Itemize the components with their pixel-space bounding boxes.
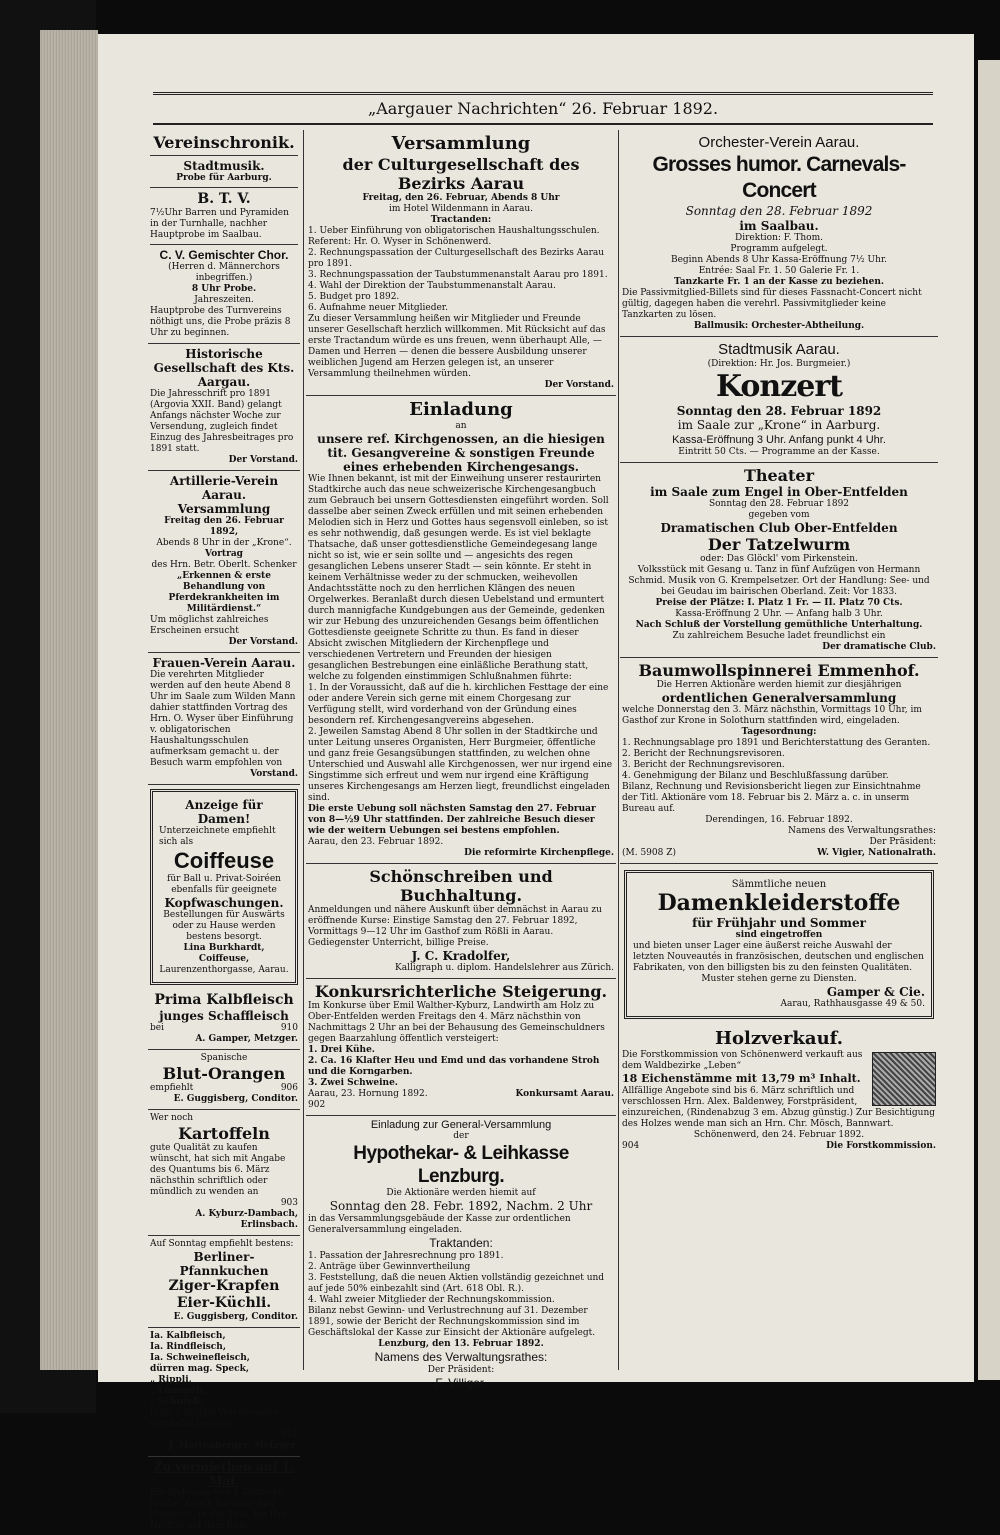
theater-nach: Nach Schluß der Vorstellung gemüthliche Unterhaltung. <box>635 620 923 630</box>
orchester-note: Die Passivmitglied-Billets sind für dieses Fassnacht-Concert nicht gültig, dagegen haben die verehrl. Passivmitglieder keine Tanzkarten zu lösen. <box>622 288 922 320</box>
theater-line2: im Saale zum Engel in Ober-Entfelden <box>650 485 908 499</box>
hypothek-item: 1. Passation der Jahresrechnung pro 1891. <box>308 1251 504 1261</box>
damen-text: und bieten unser Lager eine äußerst reiche Auswahl der letzten Nouveautés in französischen, deutschen und englischen Fabrikaten, von den billigsten bis zu den feinsten Qualitäten. <box>633 941 924 973</box>
theater-line7: oder: Das Glöckl' vom Pirkenstein. <box>700 554 858 564</box>
coiffeuse-big: Coiffeuse <box>173 848 275 873</box>
column-right <box>620 130 938 1370</box>
einladung-sub: unsere ref. Kirchgenossen, an die hiesigen tit. Gesangvereine & sonstigen Freunde eines erhebenden Kirchengesangs. <box>317 432 605 474</box>
hypothek-text: Bilanz nebst Gewinn- und Verlustrechnung auf 31. Dezember 1891, sowie der Bericht der Rechnungskommission sind im Geschäftslokal der Kasse zur Einsicht der Aktionäre aufgelegt. <box>308 1306 596 1338</box>
cv-probe: 8 Uhr Probe. <box>191 284 257 294</box>
hypothek-item: 2. Anträge über Gewinnvertheilung <box>308 1262 471 1272</box>
kalbfleisch-line2: junges Schaffleisch <box>159 1009 289 1023</box>
cv-jahreszeiten: Jahreszeiten. <box>194 295 254 305</box>
vermieten-text: Ein Wohnung von 4 Zimmern, Küche, Keller, Kammer und Holzhaus, in der Telli, bei Hrn. Nr. 858 auf dem Rain. <box>150 1488 291 1531</box>
konkurs-item: 3. Zwei Schweine. <box>308 1078 398 1088</box>
pfannkuchen-line1: Auf Sonntag empfiehlt bestens: <box>150 1239 294 1249</box>
column-rule <box>618 130 619 1370</box>
forest-woodcut-illustration <box>872 1052 936 1106</box>
schon-text: Anmeldungen und nähere Auskunft über demnächst in Aarau zu eröffnende Kurse: Einstige Samstag den 27. Februar 1892, Vormittags 9—12 Uhr im Gasthof zum Rößli in Aarau. Gediegenster Unterricht, billige Preise. <box>308 905 602 948</box>
holz-text2: Allfällige Angebote sind bis 6. März schriftlich und verschlossen Hrn. Alex. Baldenwey, Forstpräsident, einzureichen, (Rindenabzug 3 em. Abzug günstig.) Zur Besichtigung des Holzes wende man sich an Hrn. Chr. Mösch, Bannwart. <box>622 1086 936 1129</box>
kartoffeln-num: 903 <box>280 1198 298 1208</box>
kultur-item: 5. Budget pro 1892. <box>308 292 400 302</box>
btv-text: 7½Uhr Barren und Pyramiden in der Turnhalle, nachher Hauptprobe im Saalbau. <box>150 208 289 240</box>
fleisch-item: „ Rippli, <box>150 1375 192 1385</box>
baumwoll-verw: Namens des Verwaltungsrathes: <box>788 826 936 836</box>
schon-name: J. C. Kradolfer, <box>411 949 511 963</box>
orangen-num: 906 <box>280 1083 298 1093</box>
kultur-item: 2. Rechnungspassation der Culturgesellschaft des Bezirks Aarau pro 1891. <box>308 248 605 269</box>
kultur-item: 6. Aufnahme neuer Mitglieder. <box>308 303 448 313</box>
artillerie-title: Artillerie-Verein Aarau. <box>169 474 279 502</box>
baumwoll-item: 4. Genehmigung der Bilanz und Beschlußfassung darüber. <box>622 771 889 781</box>
theater-line5: Dramatischen Club Ober-Entfelden <box>660 521 898 535</box>
kultur-item: 4. Wahl der Direktion der Taubstummenanstalt Aarau. <box>308 281 556 291</box>
kartoffeln-text: gute Qualität zu kaufen wünscht, hat sich mit Angabe des Quantums bis 6. März nächsthin schriftlich oder mündlich zu wenden an <box>150 1143 286 1197</box>
damen-addr: Aarau, Rathhausgasse 49 & 50. <box>780 999 925 1009</box>
orchester-line1: Orchester-Verein Aarau. <box>698 134 860 151</box>
fleisch-item: dürren mag. Speck, <box>150 1364 250 1374</box>
btv-heading: B. T. V. <box>197 191 251 207</box>
frauen-title: Frauen-Verein Aarau. <box>152 656 296 670</box>
artillerie-sign: Der Vorstand. <box>228 637 298 647</box>
theater-line3: Sonntag den 28. Februar 1892 <box>708 499 850 509</box>
kartoffeln-line1: Wer noch <box>150 1113 194 1123</box>
schon-title: Schönschreiben und Buchhaltung. <box>369 867 553 905</box>
stadtmusik-dir: (Direktion: Hr. Jos. Burgmeier.) <box>707 359 851 369</box>
hypothek-line1: Die Aktionäre werden hiemit auf <box>386 1188 536 1198</box>
orchester-begin: Beginn Abends 8 Uhr Kassa-Eröffnung 7½ Uhr. <box>670 255 888 265</box>
kultur-line1: Versammlung <box>391 133 531 154</box>
baumwoll-code: (M. 5908 Z) <box>622 848 676 858</box>
orchester-line4: im Saalbau. <box>739 219 819 233</box>
baumwoll-item: 1. Rechnungsablage pro 1891 und Berichterstattung des Geranten. <box>622 738 931 748</box>
artillerie-date: Freitag den 26. Februar 1892, <box>164 516 284 537</box>
kultur-traktanden: Tractanden: <box>430 215 492 225</box>
coiffeuse-name: Lina Burkhardt, Coiffeuse, <box>183 943 265 964</box>
artillerie-vortrag: Vortrag <box>205 549 243 559</box>
orchester-tanz: Tanzkarte Fr. 1 an der Kasse zu beziehen. <box>673 277 884 287</box>
orchester-entree: Entrée: Saal Fr. 1. 50 Galerie Fr. 1. <box>698 266 860 276</box>
pfannkuchen-sign: E. Guggisberg, Conditor. <box>173 1312 298 1322</box>
theater-line8: Volksstück mit Gesang u. Tanz in fünf Aufzügen von Hermann Schmid. Musik von G. Krempelsetzer. Ort der Handlung: See- und bei Geudau im bairischen Oberland. Zeit: Vor 1833. <box>628 565 930 597</box>
kalbfleisch-line1: Prima Kalbfleisch <box>154 992 294 1008</box>
vereinschronik-title: Vereinschronik. <box>153 133 295 152</box>
theater-zu: Zu zahlreichem Besuche ladet freundlichst ein <box>672 631 886 641</box>
kultur-item: 1. Ueber Einführung von obligatorischen Haushaltungsschulen. Referent: Hr. O. Wyser in Schönenwerd. <box>308 226 600 247</box>
orchester-dir: Direktion: F. Thom. <box>735 233 823 243</box>
page-header: „Aargauer Nachrichten“ 26. Februar 1892. <box>153 92 933 125</box>
artillerie-by: des Hrn. Betr. Oberlt. Schenker <box>151 560 297 570</box>
fleisch-item: Ia. Schweinefleisch, <box>150 1353 250 1363</box>
holz-num: 904 <box>622 1141 640 1151</box>
stadtmusik-heading: Stadtmusik. <box>183 159 265 173</box>
orangen-line3: empfiehlt <box>150 1083 194 1093</box>
konkurs-num: 902 <box>308 1100 326 1110</box>
artillerie-time: Abends 8 Uhr in der „Krone“. <box>156 538 292 548</box>
fleisch-num: 911 <box>280 1430 298 1440</box>
konkurs-item: 1. Drei Kühe. <box>308 1045 375 1055</box>
einladung-first: Die erste Uebung soll nächsten Samstag den 27. Februar von 8—½9 Uhr stattfinden. Der zahlreiche Besuch dieser wie der weitern Uebungen sei bestens empfohlen. <box>308 804 596 836</box>
konkurs-title: Konkursrichterliche Steigerung. <box>314 982 608 1001</box>
pfannkuchen-line4: Eier-Küchli. <box>176 1295 272 1311</box>
schon-role: Kalligraph u. diplom. Handelslehrer aus Zürich. <box>394 963 614 973</box>
kultur-sign: Der Vorstand. <box>544 380 614 390</box>
fleisch-item: Ia. Rindfleisch, <box>150 1342 226 1352</box>
konkurs-date: Aarau, 23. Hornung 1892. <box>308 1089 428 1099</box>
orchester-line2: Grosses humor. Carnevals-Concert <box>652 153 906 202</box>
holz-text: Die Forstkommission von Schönenwerd verkauft aus dem Waldbezirke „Leben“ <box>622 1050 863 1071</box>
theater-line4: gegeben vom <box>748 510 810 520</box>
stadtmusik-line3: im Saale zur „Krone“ in Aarburg. <box>677 418 881 432</box>
damen-line4: sind eingetroffen <box>735 930 823 940</box>
artillerie-text: Um möglichst zahlreiches Erscheinen ersucht <box>150 615 269 636</box>
pfannkuchen-line2: Berliner-Pfannkuchen <box>179 1250 269 1278</box>
orangen-line2: Blut-Orangen <box>162 1064 286 1083</box>
kultur-item: 3. Rechnungspassation der Taubstummenanstalt Aarau pro 1891. <box>308 270 608 280</box>
kalbfleisch-sign: A. Gamper, Metzger. <box>195 1034 298 1044</box>
historisch-text: Die Jahresschrift pro 1891 (Argovia XXII. Band) gelangt Anfangs nächster Woche zur Versendung, zugleich findet Einzug des Jahresbeitrages pro 1891 statt. <box>150 389 294 454</box>
kultur-text: Zu dieser Versammlung heißen wir Mitglieder und Freunde unserer Gesellschaft herzlich willkommen. Mit Rücksicht auf das erste Tractandum würde es uns freuen, wenn überhaupt Alle, — Damen und Herren — denen die bessere Ausbildung unserer weiblichen Jugend am Herzen gelegen ist, an unserer Versammlung theilnehmen würden. <box>308 314 606 379</box>
stadtmusik-line5: Eintritt 50 Cts. — Programme an der Kasse. <box>678 447 880 457</box>
hypothek-line3: in das Versammlungsgebäude der Kasse zur ordentlichen Generalversammlung eingeladen. <box>308 1214 571 1235</box>
kartoffeln-sign: A. Kyburz-Dambach, Erlinsbach. <box>195 1209 298 1230</box>
theater-line1: Theater <box>743 466 815 485</box>
orchester-prog: Programm aufgelegt. <box>730 244 828 254</box>
kartoffeln-line2: Kartoffeln <box>178 1124 270 1143</box>
einladung-item: 2. Jeweilen Samstag Abend 8 Uhr sollen in der Stadtkirche und unter Leitung unseres Organisten, Herr Burgmeier, öffentliche und ganz freie Gesangsübungen stattfinden, zu welchen ohne Unterschied und Auswahl alle Kirchgenossen, wer nur irgend eine Singstimme sich erfreut und wem nur irgend eine Kräftigung unseres Kirchengesangs am Herzen liegt, freundlichst eingeladen sind. <box>308 727 613 803</box>
artillerie-topic: „Erkennen & erste Behandlung von Pferdekrankheiten im Militärdienst.“ <box>168 571 280 614</box>
damen-line3: für Frühjahr und Sommer <box>692 916 866 930</box>
kultur-date: Freitag, den 26. Februar, Abends 8 Uhr <box>362 193 560 203</box>
kalbfleisch-bei: bei <box>150 1023 164 1033</box>
damen-name: Gamper & Cie. <box>826 985 925 999</box>
baumwoll-text: Bilanz, Rechnung und Revisionsbericht liegen zur Einsichtnahme der Titl. Aktionäre vom 18. Februar bis 2. März a. c. in unserm Bureau auf. <box>622 782 921 814</box>
holz-sign: Die Forstkommission. <box>826 1141 936 1151</box>
holz-title: Holzverkauf. <box>714 1028 844 1049</box>
hypothek-item: 3. Feststellung, daß die neuen Aktien vollständig gezeichnet und auf jede 50% einbezahlt sind (Art. 618 Obl. R.). <box>308 1273 605 1294</box>
baumwoll-date: Derendingen, 16. Februar 1892. <box>705 815 853 825</box>
artillerie-sub: Versammlung <box>177 502 271 516</box>
hypothek-verw: Namens des Verwaltungsrathes: <box>374 1350 548 1364</box>
theater-sign: Der dramatische Club. <box>822 642 936 652</box>
theater-kassa: Kassa-Eröffnung 2 Uhr. — Anfang halb 3 Uhr. <box>675 609 883 619</box>
column-rule <box>303 130 304 1370</box>
hypothek-traktanden: Traktanden: <box>429 1236 493 1250</box>
holz-date: Schönenwerd, den 24. Februar 1892. <box>693 1130 865 1140</box>
historisch-sign: Der Vorstand. <box>228 455 298 465</box>
coiffeuse-title: Anzeige für Damen! <box>185 798 263 826</box>
fleisch-item: „ Lümmeli, <box>150 1386 206 1396</box>
stadtmusik-big: Konzert <box>715 369 843 404</box>
damen-line5: Muster stehen gerne zu Diensten. <box>701 974 857 984</box>
einladung-item: 1. In der Voraussicht, daß auf die h. kirchlichen Festtage der eine oder andere Verein sich gerne mit einem Chorgesang zur Verfügung stellt, wird vorderhand von der Gründung eines besondern ref. Kirchengesangvereins abgesehen. <box>308 683 609 726</box>
coiffeuse-line4: Bestellungen für Auswärts oder zu Hause werden bestens besorgt. <box>163 910 285 942</box>
orchester-line3: Sonntag den 28. Februar 1892 <box>685 204 873 218</box>
stadtmusik-line2: Sonntag den 28. Februar 1892 <box>676 404 882 418</box>
hypothek-der: der <box>453 1131 469 1141</box>
coiffeuse-line1: für Ball u. Privat-Soiréen <box>167 874 281 884</box>
coiffeuse-addr: Laurenzenthorgasse, Aarau. <box>159 965 289 975</box>
kalbfleisch-num: 910 <box>280 1023 298 1033</box>
hypothek-intro: Einladung zur General-Versammlung <box>370 1119 552 1131</box>
frauen-text: Die verehrten Mitglieder werden auf den heute Abend 8 Uhr im Saale zum Wilden Mann dahier stattfinden Vortrag des Hrn. O. Wyser über Einführung v. obligatorischen Haushaltungsschulen aufmerksam gemacht u. der Besuch warm empfohlen von <box>150 670 296 768</box>
einladung-text: Wie Ihnen bekannt, ist mit der Einweihung unserer restaurirten Stadtkirche auch das neue schweizerische Kirchengesangbuch zum Gebrauch bei unsern Gottesdiensten eingeführt worden. Soll dasselbe aber seinen Zweck erfüllen und mit seinen erhebenden Melodien sich in Herz und Gottes haus segensvoll einleben, so ist es sehr nothwendig, daß gesungen werde. Es ist viel beklagte Thatsache, daß unser gottesdienstliche Gemeindegesang lange nicht so ist, wie er sein sollte und — angesichts des regen gesanglichen Lebens unserer Stadt — sein könnte. Er steht in keinem Verhältnisse weder zu der schmucken, weihevollen Andachtsstätte noch zu den herrlichen Klängen des neuen Orgelwerkes. Beranlaßt durch diesen Uebelstand und ermuntert durch mannigfache Kundgebungen aus der Gemeinde, gedenken wir zur Hebung des unzureichenden Gesangs beim öffentlichen Gottesdienste geeignete Schritte zu thun. Es fand in dieser Absicht zwischen Mitgliedern der Kirchenpflege und verschiedenen Vertretern und Freunden der hiesigen gesanglichen Bestrebungen eine einläßliche Berathung statt, welche zu folgenden einstimmigen Schlußnahmen führte: <box>308 474 609 682</box>
baumwoll-item: 3. Bericht der Rechnungsrevisoren. <box>622 760 785 770</box>
pfannkuchen-line3: Ziger-Krapfen <box>168 1278 280 1294</box>
holz-big: 18 Eichenstämme mit 13,79 m³ Inhalt. <box>622 1072 861 1085</box>
book-page-edges <box>40 30 98 1370</box>
konkurs-text: Im Konkurse über Emil Walther-Kyburz, Landwirth am Holz zu Ober-Entfelden werden Freitags den 4. März nächsthin von Nachmittags 2 Uhr an bei der Behausung des Gemeinschuldners gegen Baarzahlung öffentlich versteigert: <box>308 1001 605 1044</box>
hypothek-title: Hypothekar- & Leihkasse Lenzburg. <box>353 1143 569 1187</box>
baumwoll-sign: W. Vigier, Nationalrath. <box>817 848 936 858</box>
konkurs-item: 2. Ca. 16 Klafter Heu und Emd und das vorhandene Stroh und die Korngarben. <box>308 1056 600 1077</box>
baumwoll-pres: Der Präsident: <box>869 837 936 847</box>
cv-text: Hauptprobe des Turnvereins nöthigt uns, die Probe präzis 8 Uhr zu beginnen. <box>150 306 291 338</box>
stadtmusik-line4: Kassa-Eröffnung 3 Uhr. Anfang punkt 4 Uhr. <box>672 434 886 446</box>
kultur-line2: der Culturgesellschaft des Bezirks Aarau <box>342 155 580 193</box>
theater-line6: Der Tatzelwurm <box>707 535 851 554</box>
vermieten-title: Zu vermiethen auf 1. Mai. <box>153 1460 295 1488</box>
einladung-title: Einladung <box>409 399 513 420</box>
baumwoll-item: 2. Bericht der Rechnungsrevisoren. <box>622 749 785 759</box>
theater-preise: Preise der Plätze: I. Platz 1 Fr. — II. Platz 70 Cts. <box>655 598 903 608</box>
frauen-sign: Vorstand. <box>250 769 298 779</box>
orangen-sign: E. Guggisberg, Conditor. <box>173 1094 298 1104</box>
hypothek-line2: Sonntag den 28. Febr. 1892, Nachm. 2 Uhr <box>329 1199 593 1213</box>
coiffeuse-line3: Kopfwaschungen. <box>164 896 284 910</box>
next-page-edge <box>978 60 1000 1380</box>
hypothek-date: Lenzburg, den 13. Februar 1892. <box>378 1339 544 1349</box>
column-middle <box>306 130 616 1390</box>
baumwoll-line1: Die Herren Aktionäre werden hiemit zur diesjährigen <box>656 680 902 690</box>
einladung-sign: Die reformirte Kirchenpflege. <box>464 848 614 858</box>
damen-line2: Damenkleiderstoffe <box>657 890 901 916</box>
cv-sub: (Herren d. Männerchors inbegriffen.) <box>168 262 280 283</box>
fleisch-text: täglich frische Wurstwaaren empfiehlt bestens <box>150 1408 280 1429</box>
fleisch-sign: J. Mattenberger, Metzger. <box>168 1441 298 1451</box>
baumwoll-traktanden: Tagesordnung: <box>741 727 817 737</box>
orangen-line1: Spanische <box>200 1053 248 1063</box>
coiffeuse-line2: ebenfalls für geeignete <box>171 885 277 895</box>
einladung-date: Aarau, den 23. Februar 1892. <box>308 837 444 847</box>
baumwoll-line3: welche Donnerstag den 3. März nächsthin, Vormittags 10 Uhr, im Gasthof zur Krone in Solothurn stattfinden wird, eingeladen. <box>622 705 922 726</box>
einladung-an: an <box>455 421 467 431</box>
orchester-ball: Ballmusik: Orchester-Abtheilung. <box>693 321 865 331</box>
stadtmusik-line1: Stadtmusik Aarau. <box>718 341 840 358</box>
damen-line1: Sämmtliche neuen <box>731 879 827 890</box>
fleisch-item: Ia. Kalbfleisch, <box>150 1331 226 1341</box>
historisch-title: Historische Gesellschaft des Kts. Aargau. <box>153 347 295 389</box>
cv-heading: C. V. Gemischter Chor. <box>159 248 289 262</box>
baumwoll-line2: ordentlichen Generalversammlung <box>661 691 897 705</box>
hypothek-name: F. Villiger. <box>435 1376 487 1390</box>
konkurs-sign: Konkursamt Aarau. <box>515 1089 614 1099</box>
newspaper-page <box>98 34 974 1531</box>
coiffeuse-intro: Unterzeichnete empfiehlt sich als <box>159 826 276 847</box>
column-left <box>148 130 300 1531</box>
baumwoll-title: Baumwollspinnerei Emmenhof. <box>638 661 920 680</box>
hypothek-pres: Der Präsident: <box>427 1365 495 1375</box>
stadtmusik-text: Probe für Aarburg. <box>176 173 272 183</box>
fleisch-item: „ Schüfeli, <box>150 1397 203 1407</box>
kultur-place: im Hotel Wildenmann in Aarau. <box>388 204 534 214</box>
hypothek-item: 4. Wahl zweier Mitglieder der Rechnungskommission. <box>308 1295 555 1305</box>
